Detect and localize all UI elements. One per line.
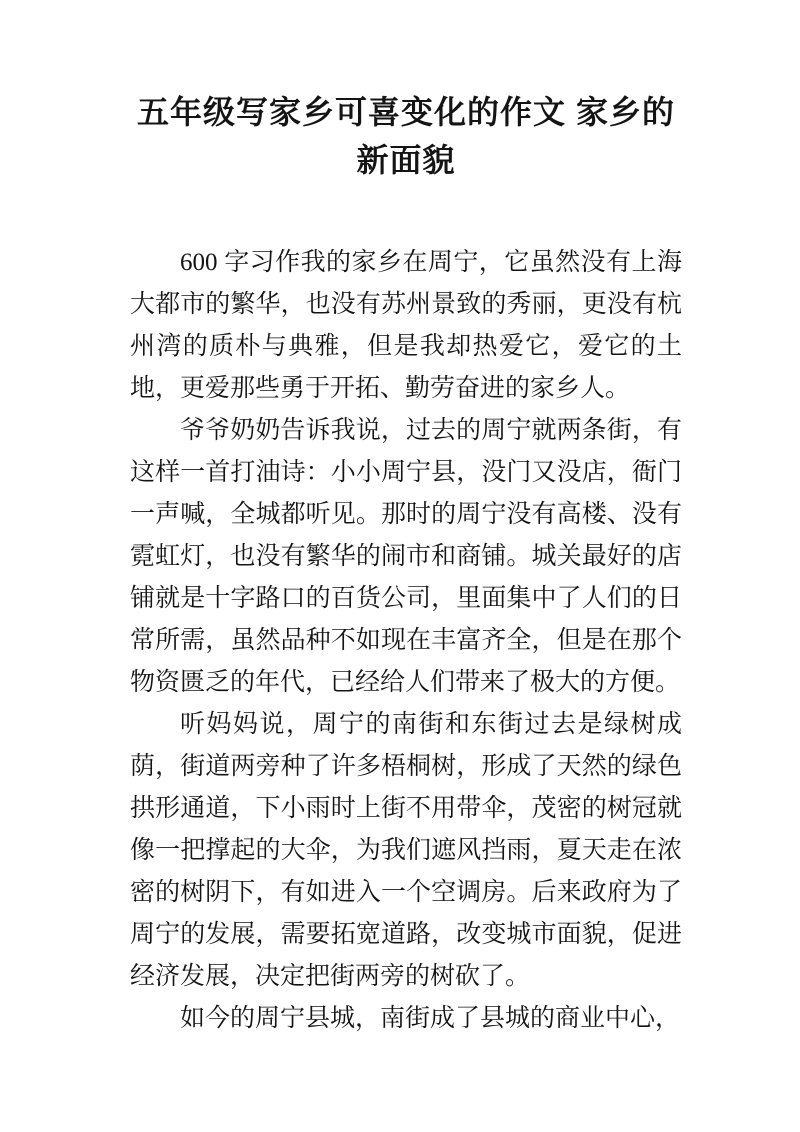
- paragraph-mother-story: 听妈妈说，周宁的南街和东街过去是绿树成荫，街道两旁种了许多梧桐树，形成了天然的绿色拱形通道，下小雨时上街不用带伞，茂密的树冠就像一把撑起的大伞，为我们遮风挡雨，夏天走在浓密的树阴下，有如进入一个空调房。后来政府为了周宁的发展，需要拓宽道路，改变城市面貌，促进经济发展，决定把街两旁的树砍了。: [130, 711, 682, 990]
- title-line-1: 五年级写家乡可喜变化的作文 家乡的: [137, 94, 675, 130]
- document-title: [130, 88, 682, 184]
- paragraph-intro: 600 字习作我的家乡在周宁，它虽然没有上海大都市的繁华，也没有苏州景致的秀丽，更没有杭州湾的质朴与典雅，但是我却热爱它，爱它的土地，更爱那些勇于开拓、勤劳奋进的家乡人。: [130, 249, 682, 402]
- title-line-2: 新面貌: [356, 142, 456, 178]
- document-body: [130, 242, 682, 1040]
- paragraph-grandparents-story: 爷爷奶奶告诉我说，过去的周宁就两条街，有这样一首打油诗：小小周宁县，没门又没店，衙门一声喊，全城都听见。那时的周宁没有高楼、没有霓虹灯，也没有繁华的闹市和商铺。城关最好的店铺就是十字路口的百货公司，里面集中了人们的日常所需，虽然品种不如现在丰富齐全，但是在那个物资匮乏的年代，已经给人们带来了极大的方便。: [130, 417, 682, 696]
- paragraph-today: 如今的周宁县城，南街成了县城的商业中心，: [180, 1005, 681, 1032]
